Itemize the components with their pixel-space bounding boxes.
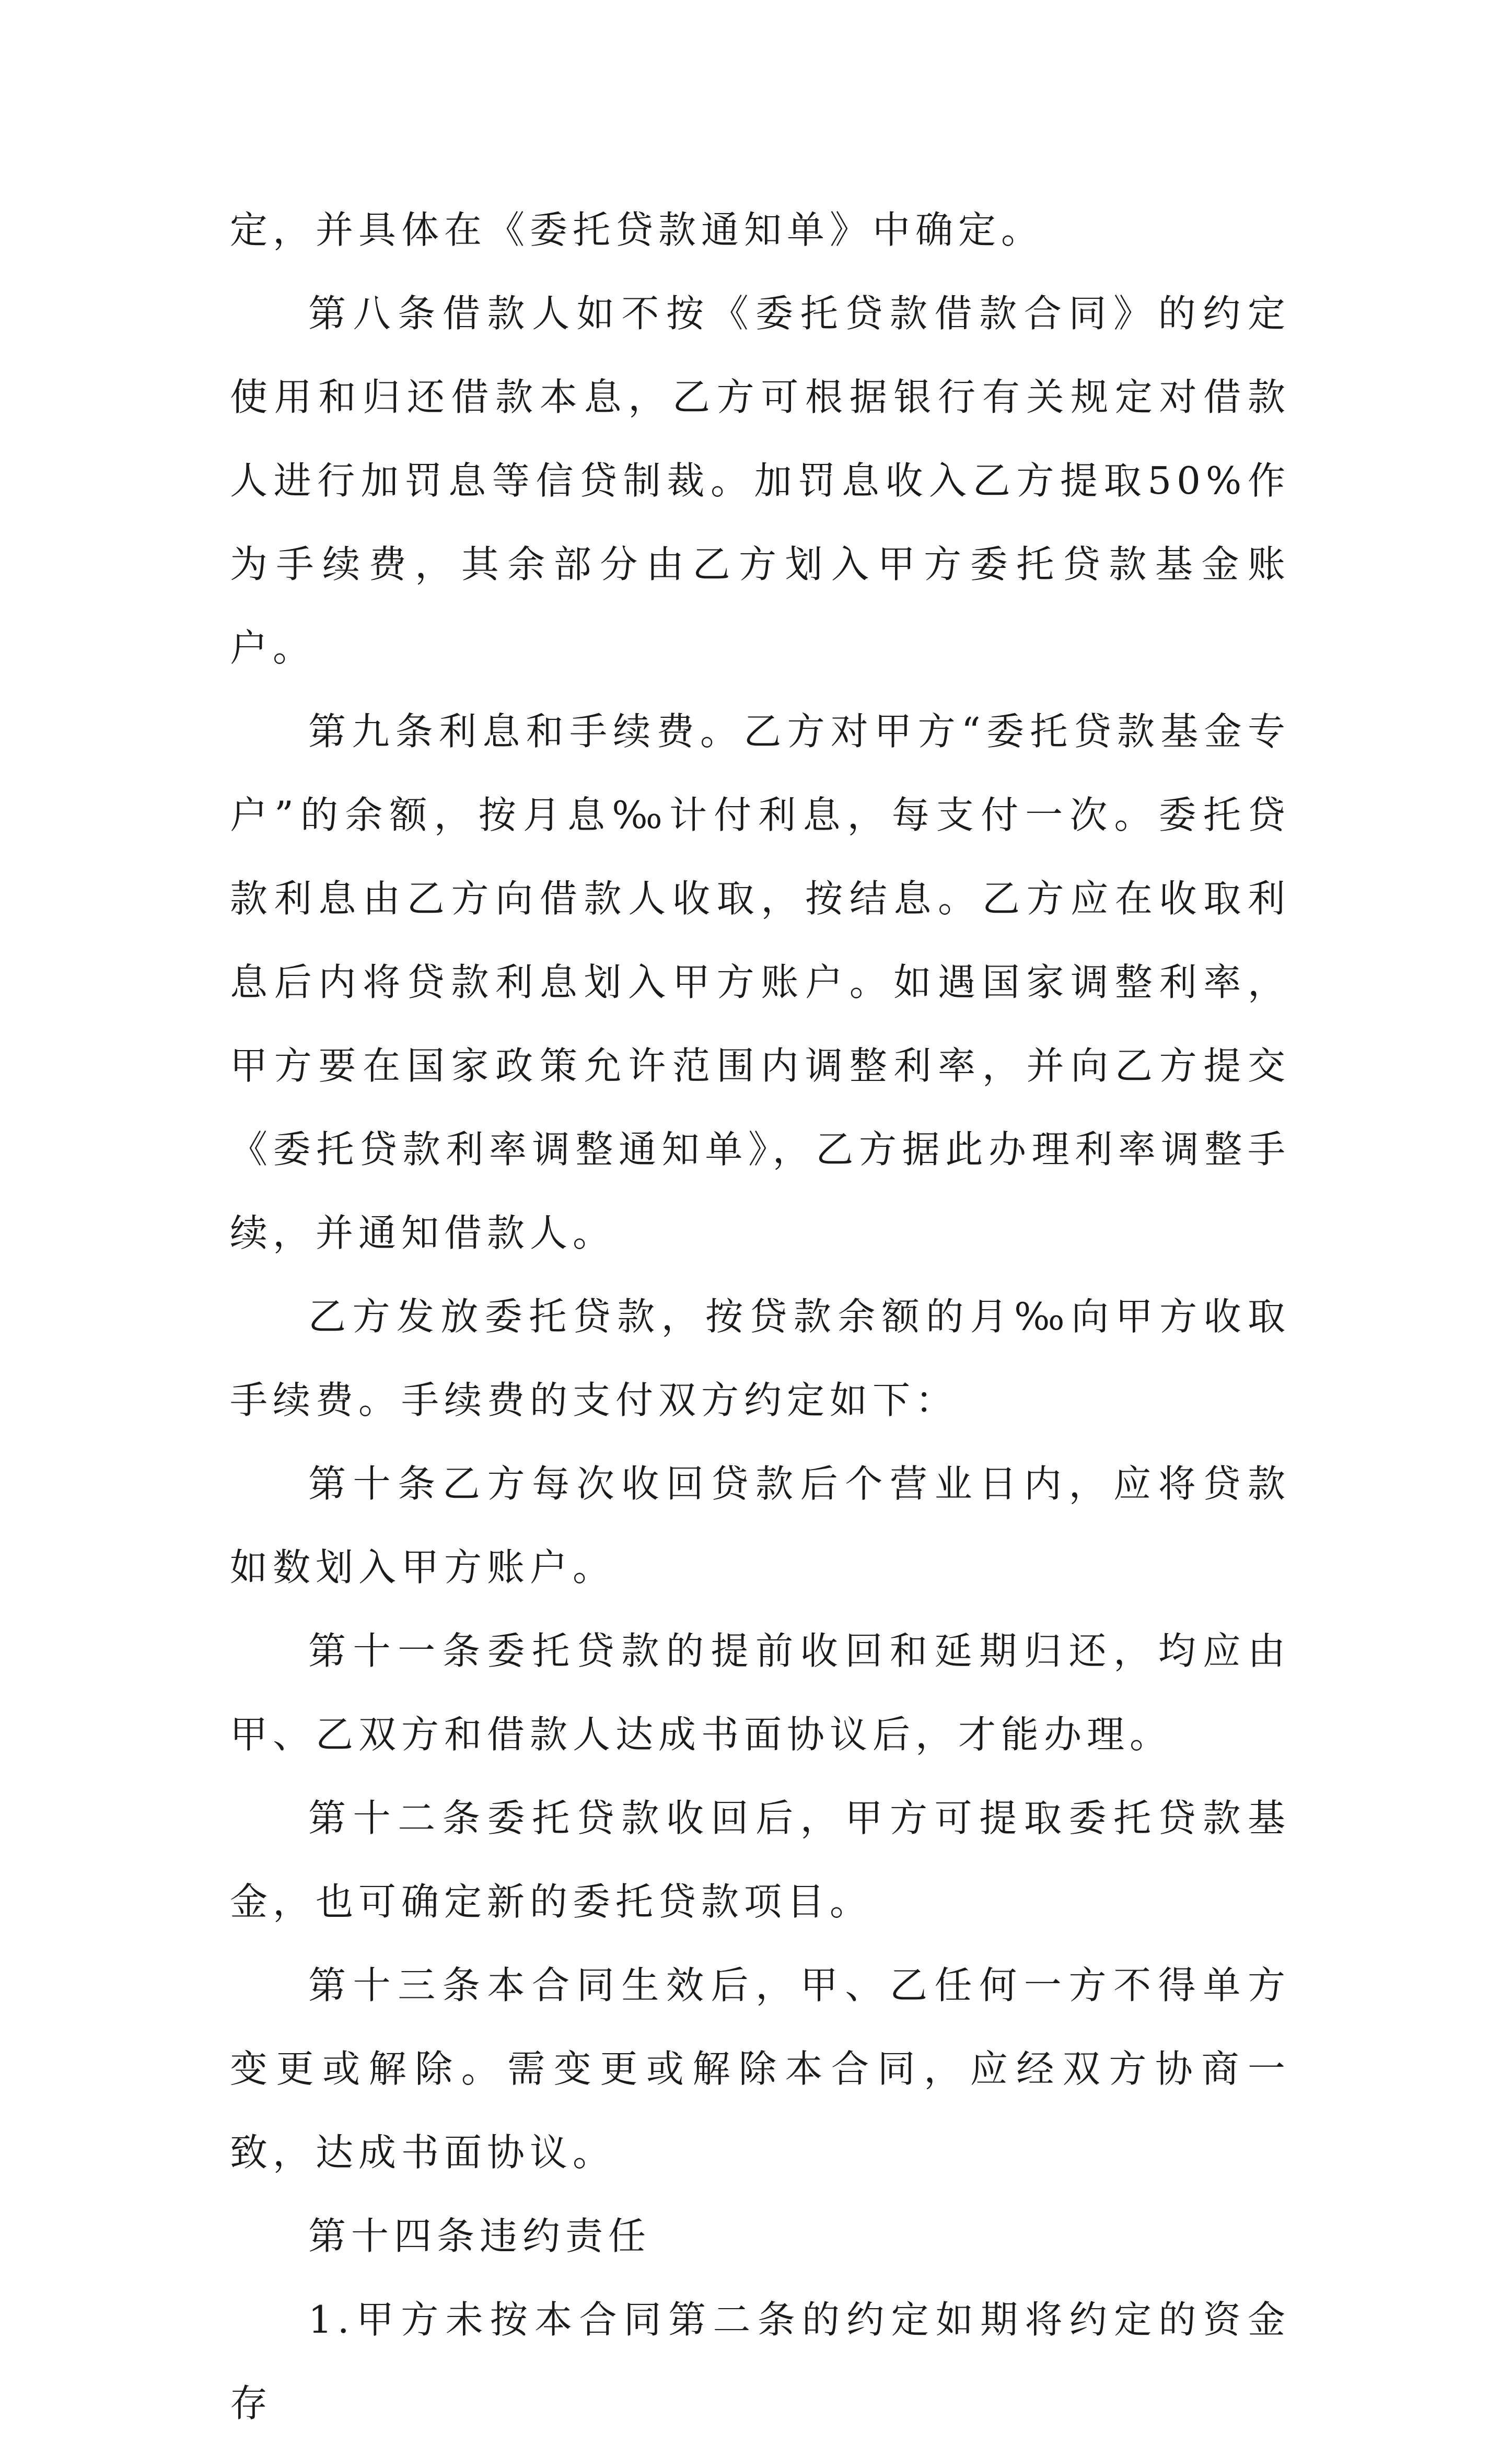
paragraph-article-9: 第九条利息和手续费。乙方对甲方“委托贷款基金专户”的余额，按月息‰计付利息，每支付一次。委托贷款利息由乙方向借款人收取，按结息。乙方应在收取利息后内将贷款利息划入甲方账户。如遇国家调整利率，甲方要在国家政策允许范围内调整利率，并向乙方提交《委托贷款利率调整通知单》，乙方据此办理利率调整手续，并通知借款人。 <box>230 709 1290 1255</box>
paragraph-article-11: 第十一条委托贷款的提前收回和延期归还，均应由甲、乙双方和借款人达成书面协议后，才能办理。 <box>230 1629 1290 1756</box>
paragraph-article-14-item-1: 1.甲方未按本合同第二条的约定如期将约定的资金存 <box>230 2298 1290 2425</box>
paragraph-article-12: 第十二条委托贷款收回后，甲方可提取委托贷款基金，也可确定新的委托贷款项目。 <box>230 1796 1290 1924</box>
document-body <box>230 188 1290 2445</box>
paragraph-article-14-heading: 第十四条违约责任 <box>308 2214 652 2258</box>
paragraph-article-13: 第十三条本合同生效后，甲、乙任何一方不得单方变更或解除。需变更或解除本合同，应经双方协商一致，达成书面协议。 <box>230 1963 1290 2174</box>
paragraph-service-fee: 乙方发放委托贷款，按贷款余额的月‰向甲方收取手续费。手续费的支付双方约定如下： <box>230 1295 1290 1422</box>
paragraph-article-10: 第十条乙方每次收回贷款后个营业日内，应将贷款如数划入甲方账户。 <box>230 1462 1290 1589</box>
paragraph-article-8: 第八条借款人如不按《委托贷款借款合同》的约定使用和归还借款本息，乙方可根据银行有关规定对借款人进行加罚息等信贷制裁。加罚息收入乙方提取50%作为手续费，其余部分由乙方划入甲方委托贷款基金账户。 <box>230 292 1290 670</box>
paragraph-continuation: 定，并具体在《委托贷款通知单》中确定。 <box>230 208 1044 252</box>
